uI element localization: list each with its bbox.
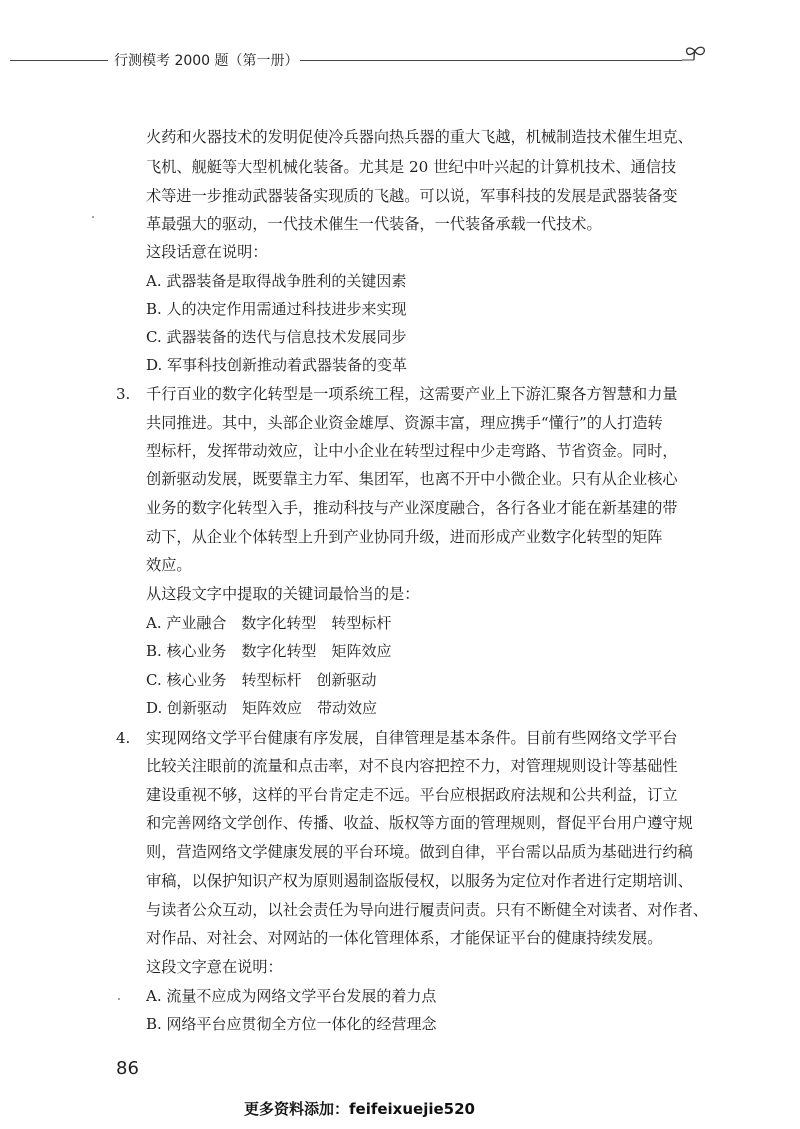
option-d: D. 军事科技创新推动着武器装备的变革 <box>146 356 408 374</box>
passage-line: 则，营造网络文学健康发展的平台环境。做到自律，平台需以品质为基础进行约稿 <box>146 843 693 861</box>
option-a: A. 武器装备是取得战争胜利的关键因素 <box>146 272 407 290</box>
scan-speck <box>118 998 120 1000</box>
footer-note: 更多资料添加：feifeixuejie520 <box>244 1100 475 1118</box>
page-number: 86 <box>116 1058 139 1079</box>
header-rule-left <box>10 60 108 61</box>
question-prompt: 这段文字意在说明： <box>146 958 283 976</box>
passage-line: 与读者公众互动，以社会责任为导向进行履责问责。只有不断健全对读者、对作者、 <box>146 901 708 919</box>
passage-line: 型标杆，发挥带动效应，让中小企业在转型过程中少走弯路、节省资金。同时， <box>146 442 678 460</box>
passage-line: 对作品、对社会、对网站的一体化管理体系，才能保证平台的健康持续发展。 <box>146 929 663 947</box>
passage-line: 比较关注眼前的流量和点击率，对不良内容把控不力，对管理规则设计等基础性 <box>146 757 678 775</box>
option-b: B. 网络平台应贯彻全方位一体化的经营理念 <box>146 1015 437 1033</box>
passage-line: 实现网络文学平台健康有序发展，自律管理是基本条件。目前有些网络文学平台 <box>146 729 678 747</box>
option-b: B. 核心业务 数字化转型 矩阵效应 <box>146 642 392 660</box>
option-b: B. 人的决定作用需通过科技进步来实现 <box>146 300 407 318</box>
passage-line: 和完善网络文学创作、传播、收益、版权等方面的管理规则，督促平台用户遵守规 <box>146 814 693 832</box>
running-header <box>0 45 800 75</box>
passage-line: 共同推进。其中，头部企业资金雄厚、资源丰富，理应携手“懂行”的人打造转 <box>146 414 663 432</box>
scan-speck <box>92 216 94 218</box>
option-c: C. 武器装备的迭代与信息技术发展同步 <box>146 328 407 346</box>
option-d: D. 创新驱动 矩阵效应 带动效应 <box>146 699 378 717</box>
option-a: A. 流量不应成为网络文学平台发展的着力点 <box>146 987 437 1005</box>
question-number: 4. <box>116 729 131 747</box>
passage-line: 审稿，以保护知识产权为原则遏制盗版侵权，以服务为定位对作者进行定期培训、 <box>146 872 693 890</box>
option-a: A. 产业融合 数字化转型 转型标杆 <box>146 614 392 632</box>
header-rule-right <box>300 60 682 61</box>
passage-line: 创新驱动发展，既要靠主力军、集团军，也离不开中小微企业。只有从企业核心 <box>146 470 678 488</box>
passage-line: 千行百业的数字化转型是一项系统工程，这需要产业上下游汇聚各方智慧和力量 <box>146 385 678 403</box>
question-prompt: 从这段文字中提取的关键词最恰当的是： <box>146 585 420 603</box>
passage-line: 业务的数字化转型入手，推动科技与产业深度融合，各行各业才能在新基建的带 <box>146 499 678 517</box>
passage-line: 火药和火器技术的发明促使冷兵器向热兵器的重大飞越，机械制造技术催生坦克、 <box>146 128 693 146</box>
passage-line: 建设重视不够，这样的平台肯定走不远。平台应根据政府法规和公共利益，订立 <box>146 786 678 804</box>
question-number: 3. <box>116 385 131 403</box>
passage-line: 效应。 <box>146 556 192 574</box>
question-prompt: 这段话意在说明： <box>146 243 268 261</box>
passage-line: 飞机、舰艇等大型机械化装备。尤其是 20 世纪中叶兴起的计算机技术、通信技 <box>146 158 677 176</box>
passage-line: 术等进一步推动武器装备实现质的飞越。可以说，军事科技的发展是武器装备变 <box>146 187 678 205</box>
passage-line: 革最强大的驱动，一代技术催生一代装备，一代装备承载一代技术。 <box>146 215 602 233</box>
sprout-icon <box>680 45 710 73</box>
option-c: C. 核心业务 转型标杆 创新驱动 <box>146 671 377 689</box>
header-title: 行测模考 2000 题（第一册） <box>114 53 299 69</box>
passage-line: 动下，从企业个体转型上升到产业协同升级，进而形成产业数字化转型的矩阵 <box>146 528 663 546</box>
